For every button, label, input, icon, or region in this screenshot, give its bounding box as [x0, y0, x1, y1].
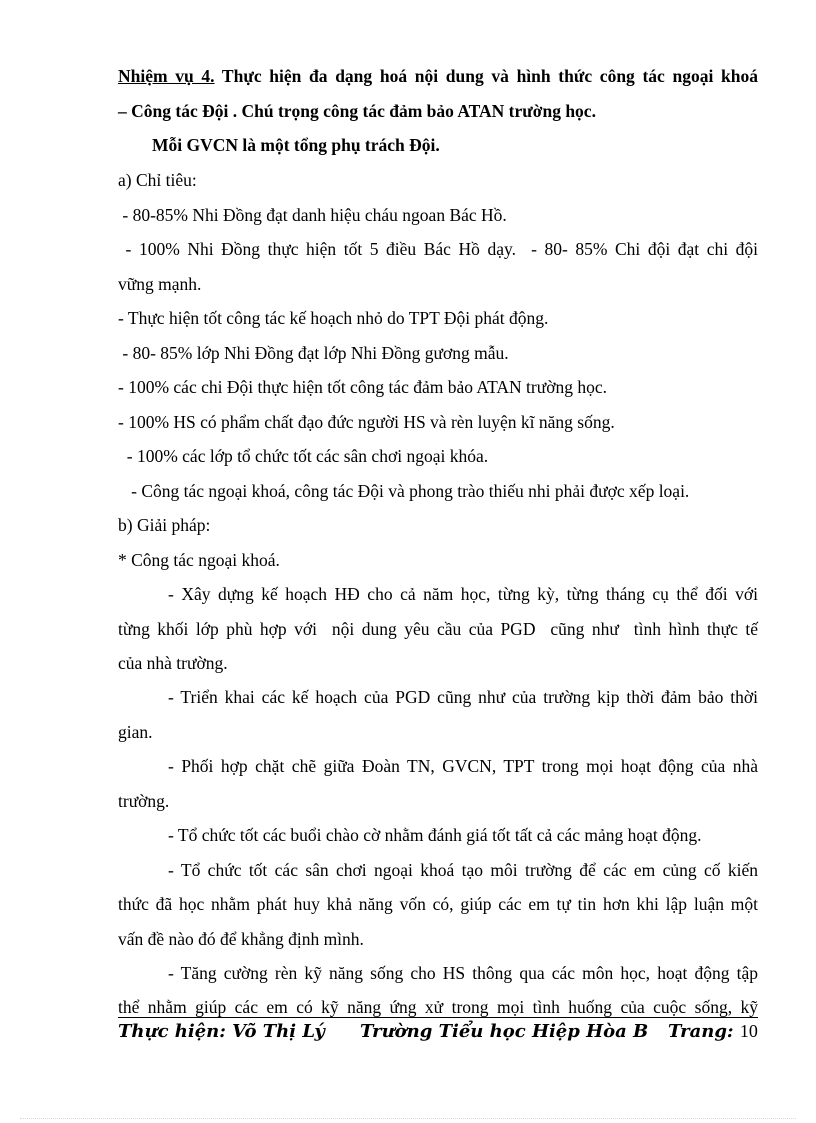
solution-line: - Tăng cường rèn kỹ năng sống cho HS thông qua các môn học, hoạt động tập	[168, 963, 758, 983]
footer-school: Trường Tiểu học Hiệp Hòa B	[360, 1021, 649, 1042]
solution-line: trường.	[118, 791, 170, 811]
solution-line: - Tổ chức tốt các buổi chào cờ nhằm đánh giá tốt tất cả các mảng hoạt động.	[168, 825, 702, 845]
solution-line: thức đã học nhằm phát huy khả năng vốn có, giúp các em tự tin hơn khi lập luận một	[118, 894, 758, 914]
target-item: - Thực hiện tốt công tác kế hoạch nhỏ do TPT Đội phát động.	[118, 308, 549, 328]
target-item: - 100% HS có phẩm chất đạo đức người HS và rèn luyện kĩ năng sống.	[118, 412, 615, 432]
footer-page-number: 10	[739, 1021, 758, 1041]
task-title-line-2: – Công tác Đội . Chú trọng công tác đảm bảo ATAN trường học.	[118, 101, 596, 121]
targets-heading: a) Chỉ tiêu:	[118, 170, 197, 190]
target-item: - 80-85% Nhi Đồng đạt danh hiệu cháu ngoan Bác Hồ.	[118, 205, 507, 225]
solution-line: thể nhằm giúp các em có kỹ năng ứng xử trong mọi tình huống của cuộc sống, kỹ	[118, 997, 758, 1017]
task-motto: Mỗi GVCN là một tổng phụ trách Đội.	[152, 135, 440, 155]
target-item: - 80- 85% lớp Nhi Đồng đạt lớp Nhi Đồng gương mẫu.	[118, 343, 509, 363]
solution-line: - Phối hợp chặt chẽ giữa Đoàn TN, GVCN, TPT trong mọi hoạt động của nhà	[168, 756, 758, 776]
task-title-line-1	[118, 65, 758, 87]
footer-page-label: Trang:	[668, 1021, 734, 1042]
task-label: Nhiệm vụ 4.	[118, 66, 215, 86]
target-item: - Công tác ngoại khoá, công tác Đội và phong trào thiếu nhi phải được xếp loại.	[118, 481, 690, 501]
footer-author: Thực hiện: Võ Thị Lý	[118, 1021, 325, 1042]
target-item: - 100% các lớp tổ chức tốt các sân chơi ngoại khóa.	[118, 446, 489, 466]
page-bottom-dotted-border	[20, 1118, 796, 1119]
solution-line: - Triển khai các kế hoạch của PGD cũng như của trường kịp thời đảm bảo thời	[168, 687, 758, 707]
task-title-part1: Thực hiện đa dạng hoá nội dung và hình thức công tác ngoại khoá	[214, 66, 758, 86]
solution-line: vấn đề nào đó để khẳng định mình.	[118, 929, 364, 949]
solution-line: - Xây dựng kế hoạch HĐ cho cả năm học, từng kỳ, từng tháng cụ thể đối với	[168, 584, 758, 604]
solutions-subheading: * Công tác ngoại khoá.	[118, 550, 280, 570]
solution-line: từng khối lớp phù hợp với nội dung yêu cầu của PGD cũng như tình hình thực tế	[118, 619, 758, 639]
target-item: vững mạnh.	[118, 274, 202, 294]
solution-line: của nhà trường.	[118, 653, 228, 673]
target-item: - 100% các chi Đội thực hiện tốt công tác đảm bảo ATAN trường học.	[118, 377, 607, 397]
footer-divider	[118, 1017, 758, 1018]
target-item: - 100% Nhi Đồng thực hiện tốt 5 điều Bác Hồ dạy. - 80- 85% Chi đội đạt chi đội	[118, 239, 758, 259]
footer-page	[668, 1021, 758, 1042]
solution-line: - Tổ chức tốt các sân chơi ngoại khoá tạo môi trường để các em củng cố kiến	[168, 860, 758, 880]
solutions-heading: b) Giải pháp:	[118, 515, 211, 535]
solution-line: gian.	[118, 722, 153, 742]
